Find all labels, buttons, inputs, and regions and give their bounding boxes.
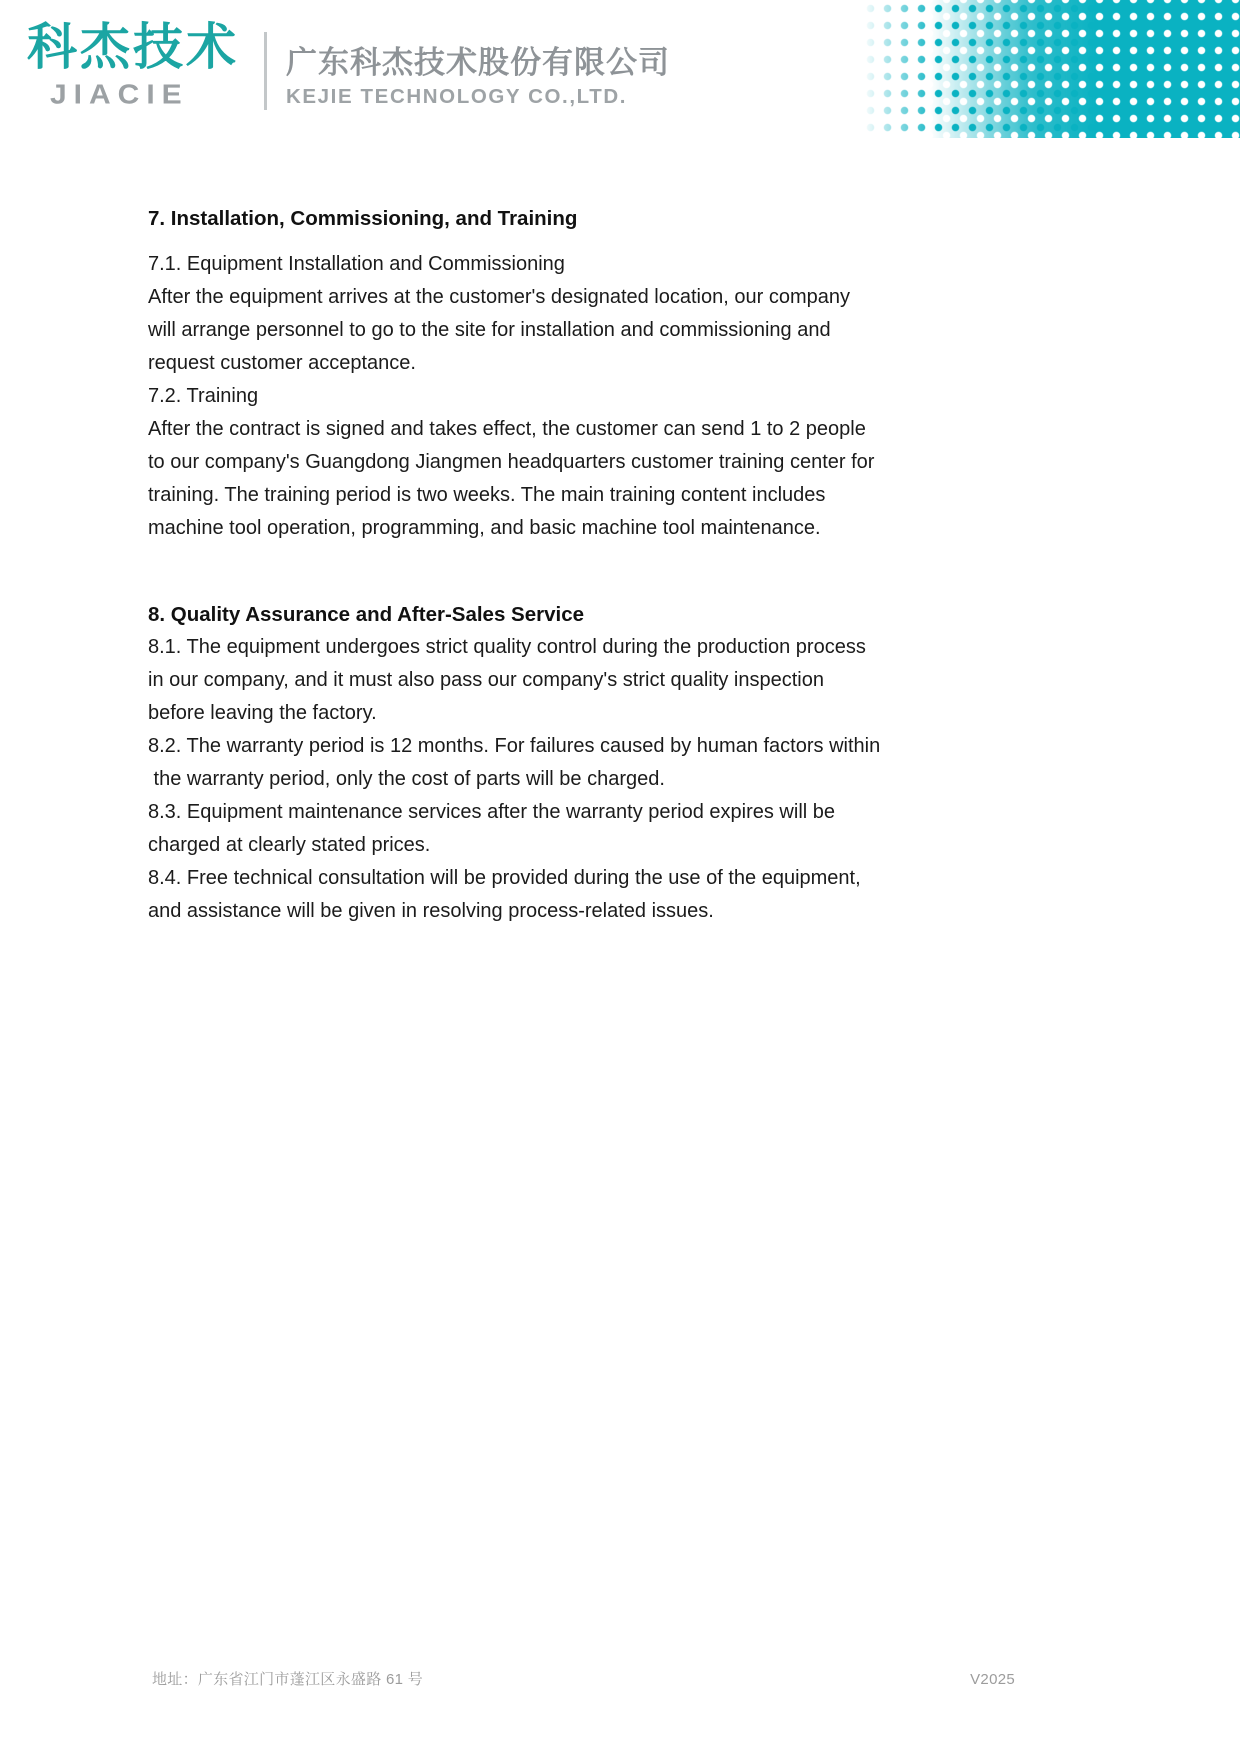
text-line: 8.4. Free technical consultation will be provided during the use of the equipment, — [148, 867, 861, 889]
text-line: 7.2. Training — [148, 385, 259, 407]
logo-wordmark-zh: 科杰技术 — [27, 19, 239, 75]
company-name-zh: 广东科杰技术股份有限公司 — [286, 45, 670, 80]
text-line: 8.2. The warranty period is 12 months. For failures caused by human factors within — [148, 735, 881, 757]
section-text — [148, 248, 1008, 545]
text-line: request customer acceptance. — [148, 352, 416, 374]
section-quality-assurance-after-sales — [148, 598, 1008, 928]
text-line: machine tool operation, programming, and basic machine tool maintenance. — [148, 517, 821, 539]
text-line: 8.3. Equipment maintenance services after the warranty period expires will be — [148, 801, 836, 823]
text-line: and assistance will be given in resolving process-related issues. — [148, 900, 714, 922]
section-heading: 8. Quality Assurance and After-Sales Service — [148, 603, 585, 626]
section-installation-commissioning-training — [148, 202, 1008, 545]
text-line: After the equipment arrives at the customer's designated location, our company — [148, 286, 850, 308]
page-footer — [152, 1668, 1015, 1689]
text-line: 8.1. The equipment undergoes strict quality control during the production process — [148, 636, 866, 658]
text-line: After the contract is signed and takes effect, the customer can send 1 to 2 people — [148, 418, 866, 440]
text-line: will arrange personnel to go to the site for installation and commissioning and — [148, 319, 831, 341]
text-line: the warranty period, only the cost of parts will be charged. — [148, 768, 665, 790]
text-line: charged at clearly stated prices. — [148, 834, 431, 856]
text-line: 7.1. Equipment Installation and Commissioning — [148, 253, 565, 275]
text-line: before leaving the factory. — [148, 702, 377, 724]
footer-version: V2025 — [970, 1671, 1015, 1688]
header-divider — [264, 32, 267, 110]
footer-address: 地址：广东省江门市蓬江区永盛路 61 号 — [152, 1671, 424, 1688]
company-name-en: KEJIE TECHNOLOGY CO.,LTD. — [286, 85, 628, 108]
text-line: in our company, and it must also pass our company's strict quality inspection — [148, 669, 824, 691]
text-line: to our company's Guangdong Jiangmen headquarters customer training center for — [148, 451, 875, 473]
halftone-dot-decoration — [862, 0, 1240, 138]
document-body — [148, 202, 1008, 928]
logo-wordmark-en: JIACIE — [50, 79, 189, 110]
section-heading: 7. Installation, Commissioning, and Training — [148, 207, 578, 230]
section-text — [148, 631, 1008, 928]
text-line: training. The training period is two weeks. The main training content includes — [148, 484, 826, 506]
